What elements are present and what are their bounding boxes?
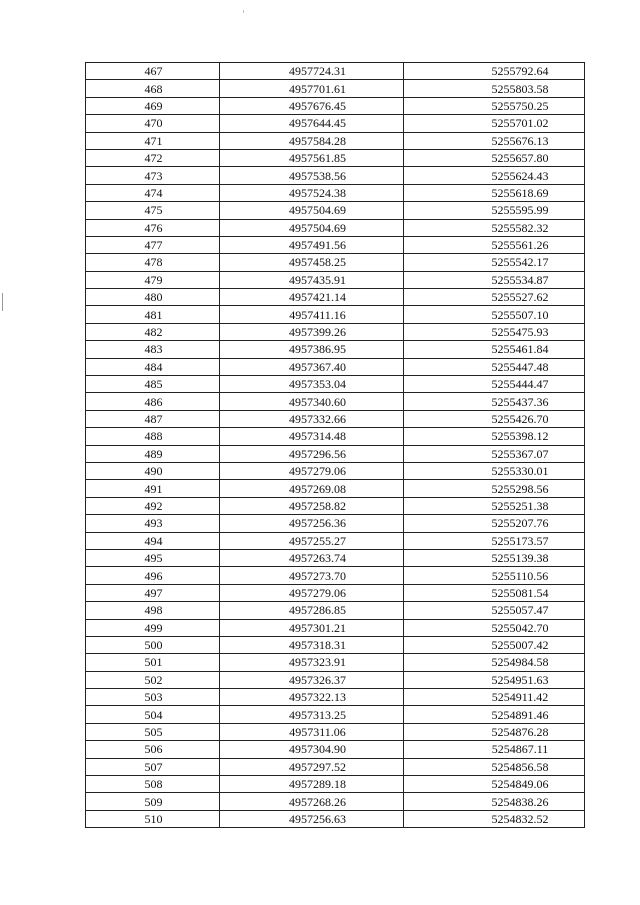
x-coordinate-cell: 4957411.16	[220, 306, 404, 323]
point-number-cell: 508	[86, 776, 220, 793]
table-row	[86, 115, 585, 132]
table-row	[86, 776, 585, 793]
y-coordinate-cell: 5255701.02	[404, 115, 585, 132]
y-coordinate-cell: 5255461.84	[404, 341, 585, 358]
x-coordinate-cell: 4957258.82	[220, 497, 404, 514]
y-coordinate-cell: 5255042.70	[404, 619, 585, 636]
point-number-cell: 502	[86, 671, 220, 688]
table-row	[86, 80, 585, 97]
y-coordinate-cell: 5254838.26	[404, 793, 585, 810]
table-row	[86, 254, 585, 271]
x-coordinate-cell: 4957269.08	[220, 480, 404, 497]
x-coordinate-cell: 4957322.13	[220, 689, 404, 706]
y-coordinate-cell: 5255657.80	[404, 149, 585, 166]
y-coordinate-cell: 5254856.58	[404, 758, 585, 775]
y-coordinate-cell: 5255251.38	[404, 497, 585, 514]
point-number-cell: 467	[86, 63, 220, 80]
point-number-cell: 493	[86, 515, 220, 532]
y-coordinate-cell: 5255081.54	[404, 584, 585, 601]
y-coordinate-cell: 5255750.25	[404, 97, 585, 114]
point-number-cell: 494	[86, 532, 220, 549]
table-row	[86, 323, 585, 340]
point-number-cell: 471	[86, 132, 220, 149]
table-row	[86, 97, 585, 114]
point-number-cell: 507	[86, 758, 220, 775]
y-coordinate-cell: 5255207.76	[404, 515, 585, 532]
table-row	[86, 462, 585, 479]
y-coordinate-cell: 5255447.48	[404, 358, 585, 375]
y-coordinate-cell: 5255110.56	[404, 567, 585, 584]
point-number-cell: 490	[86, 462, 220, 479]
x-coordinate-cell: 4957421.14	[220, 289, 404, 306]
x-coordinate-cell: 4957561.85	[220, 149, 404, 166]
y-coordinate-cell: 5255792.64	[404, 63, 585, 80]
y-coordinate-cell: 5254891.46	[404, 706, 585, 723]
point-number-cell: 480	[86, 289, 220, 306]
point-number-cell: 487	[86, 410, 220, 427]
table-row	[86, 341, 585, 358]
y-coordinate-cell: 5255330.01	[404, 462, 585, 479]
table-row	[86, 393, 585, 410]
y-coordinate-cell: 5255367.07	[404, 445, 585, 462]
table-row	[86, 376, 585, 393]
point-number-cell: 495	[86, 549, 220, 566]
y-coordinate-cell: 5255803.58	[404, 80, 585, 97]
table-row	[86, 184, 585, 201]
point-number-cell: 474	[86, 184, 220, 201]
y-coordinate-cell: 5254867.11	[404, 741, 585, 758]
y-coordinate-cell: 5255444.47	[404, 376, 585, 393]
table-row	[86, 723, 585, 740]
table-row	[86, 306, 585, 323]
point-number-cell: 470	[86, 115, 220, 132]
table-row	[86, 671, 585, 688]
y-coordinate-cell: 5255542.17	[404, 254, 585, 271]
y-coordinate-cell: 5254832.52	[404, 810, 585, 827]
table-row	[86, 428, 585, 445]
x-coordinate-cell: 4957353.04	[220, 376, 404, 393]
table-row	[86, 532, 585, 549]
y-coordinate-cell: 5255676.13	[404, 132, 585, 149]
table-row	[86, 132, 585, 149]
x-coordinate-cell: 4957504.69	[220, 202, 404, 219]
point-number-cell: 497	[86, 584, 220, 601]
coordinates-table-body	[86, 63, 585, 828]
x-coordinate-cell: 4957340.60	[220, 393, 404, 410]
x-coordinate-cell: 4957724.31	[220, 63, 404, 80]
x-coordinate-cell: 4957256.36	[220, 515, 404, 532]
y-coordinate-cell: 5255139.38	[404, 549, 585, 566]
y-coordinate-cell: 5255534.87	[404, 271, 585, 288]
x-coordinate-cell: 4957538.56	[220, 167, 404, 184]
point-number-cell: 483	[86, 341, 220, 358]
x-coordinate-cell: 4957332.66	[220, 410, 404, 427]
x-coordinate-cell: 4957399.26	[220, 323, 404, 340]
x-coordinate-cell: 4957297.52	[220, 758, 404, 775]
table-row	[86, 410, 585, 427]
point-number-cell: 484	[86, 358, 220, 375]
table-row	[86, 810, 585, 827]
x-coordinate-cell: 4957367.40	[220, 358, 404, 375]
table-row	[86, 202, 585, 219]
x-coordinate-cell: 4957314.48	[220, 428, 404, 445]
point-number-cell: 478	[86, 254, 220, 271]
y-coordinate-cell: 5255475.93	[404, 323, 585, 340]
x-coordinate-cell: 4957524.38	[220, 184, 404, 201]
table-row	[86, 515, 585, 532]
x-coordinate-cell: 4957504.69	[220, 219, 404, 236]
x-coordinate-cell: 4957323.91	[220, 654, 404, 671]
x-coordinate-cell: 4957304.90	[220, 741, 404, 758]
x-coordinate-cell: 4957263.74	[220, 549, 404, 566]
point-number-cell: 505	[86, 723, 220, 740]
point-number-cell: 482	[86, 323, 220, 340]
y-coordinate-cell: 5255173.57	[404, 532, 585, 549]
table-row	[86, 219, 585, 236]
point-number-cell: 503	[86, 689, 220, 706]
point-number-cell: 488	[86, 428, 220, 445]
point-number-cell: 485	[86, 376, 220, 393]
point-number-cell: 499	[86, 619, 220, 636]
point-number-cell: 475	[86, 202, 220, 219]
y-coordinate-cell: 5255595.99	[404, 202, 585, 219]
point-number-cell: 496	[86, 567, 220, 584]
point-number-cell: 472	[86, 149, 220, 166]
y-coordinate-cell: 5254951.63	[404, 671, 585, 688]
table-row	[86, 167, 585, 184]
table-row	[86, 480, 585, 497]
table-row	[86, 236, 585, 253]
y-coordinate-cell: 5255618.69	[404, 184, 585, 201]
table-row	[86, 63, 585, 80]
table-row	[86, 654, 585, 671]
point-number-cell: 477	[86, 236, 220, 253]
y-coordinate-cell: 5255398.12	[404, 428, 585, 445]
scan-speck	[243, 10, 244, 13]
x-coordinate-cell: 4957644.45	[220, 115, 404, 132]
y-coordinate-cell: 5255582.32	[404, 219, 585, 236]
table-row	[86, 445, 585, 462]
point-number-cell: 469	[86, 97, 220, 114]
table-row	[86, 584, 585, 601]
table-row	[86, 358, 585, 375]
x-coordinate-cell: 4957311.06	[220, 723, 404, 740]
y-coordinate-cell: 5255561.26	[404, 236, 585, 253]
point-number-cell: 510	[86, 810, 220, 827]
table-row	[86, 289, 585, 306]
x-coordinate-cell: 4957318.31	[220, 636, 404, 653]
x-coordinate-cell: 4957584.28	[220, 132, 404, 149]
x-coordinate-cell: 4957289.18	[220, 776, 404, 793]
x-coordinate-cell: 4957701.61	[220, 80, 404, 97]
point-number-cell: 486	[86, 393, 220, 410]
x-coordinate-cell: 4957279.06	[220, 462, 404, 479]
x-coordinate-cell: 4957286.85	[220, 602, 404, 619]
coordinates-table	[85, 62, 585, 828]
table-row	[86, 567, 585, 584]
table-row	[86, 741, 585, 758]
y-coordinate-cell: 5254876.28	[404, 723, 585, 740]
point-number-cell: 504	[86, 706, 220, 723]
y-coordinate-cell: 5254911.42	[404, 689, 585, 706]
x-coordinate-cell: 4957676.45	[220, 97, 404, 114]
point-number-cell: 501	[86, 654, 220, 671]
point-number-cell: 481	[86, 306, 220, 323]
point-number-cell: 492	[86, 497, 220, 514]
point-number-cell: 479	[86, 271, 220, 288]
table-row	[86, 271, 585, 288]
x-coordinate-cell: 4957268.26	[220, 793, 404, 810]
x-coordinate-cell: 4957296.56	[220, 445, 404, 462]
y-coordinate-cell: 5255437.36	[404, 393, 585, 410]
table-row	[86, 689, 585, 706]
point-number-cell: 509	[86, 793, 220, 810]
point-number-cell: 500	[86, 636, 220, 653]
table-row	[86, 793, 585, 810]
x-coordinate-cell: 4957313.25	[220, 706, 404, 723]
point-number-cell: 506	[86, 741, 220, 758]
point-number-cell: 491	[86, 480, 220, 497]
scan-edge-mark	[2, 293, 3, 311]
x-coordinate-cell: 4957279.06	[220, 584, 404, 601]
x-coordinate-cell: 4957458.25	[220, 254, 404, 271]
table-row	[86, 497, 585, 514]
x-coordinate-cell: 4957255.27	[220, 532, 404, 549]
point-number-cell: 468	[86, 80, 220, 97]
point-number-cell: 489	[86, 445, 220, 462]
table-row	[86, 706, 585, 723]
point-number-cell: 476	[86, 219, 220, 236]
y-coordinate-cell: 5255298.56	[404, 480, 585, 497]
x-coordinate-cell: 4957386.95	[220, 341, 404, 358]
y-coordinate-cell: 5254849.06	[404, 776, 585, 793]
x-coordinate-cell: 4957273.70	[220, 567, 404, 584]
y-coordinate-cell: 5255624.43	[404, 167, 585, 184]
y-coordinate-cell: 5255527.62	[404, 289, 585, 306]
x-coordinate-cell: 4957491.56	[220, 236, 404, 253]
y-coordinate-cell: 5255057.47	[404, 602, 585, 619]
table-row	[86, 619, 585, 636]
table-row	[86, 602, 585, 619]
point-number-cell: 498	[86, 602, 220, 619]
y-coordinate-cell: 5255507.10	[404, 306, 585, 323]
table-row	[86, 149, 585, 166]
y-coordinate-cell: 5255426.70	[404, 410, 585, 427]
x-coordinate-cell: 4957326.37	[220, 671, 404, 688]
table-row	[86, 549, 585, 566]
table-row	[86, 636, 585, 653]
x-coordinate-cell: 4957256.63	[220, 810, 404, 827]
x-coordinate-cell: 4957301.21	[220, 619, 404, 636]
table-row	[86, 758, 585, 775]
y-coordinate-cell: 5255007.42	[404, 636, 585, 653]
x-coordinate-cell: 4957435.91	[220, 271, 404, 288]
point-number-cell: 473	[86, 167, 220, 184]
y-coordinate-cell: 5254984.58	[404, 654, 585, 671]
